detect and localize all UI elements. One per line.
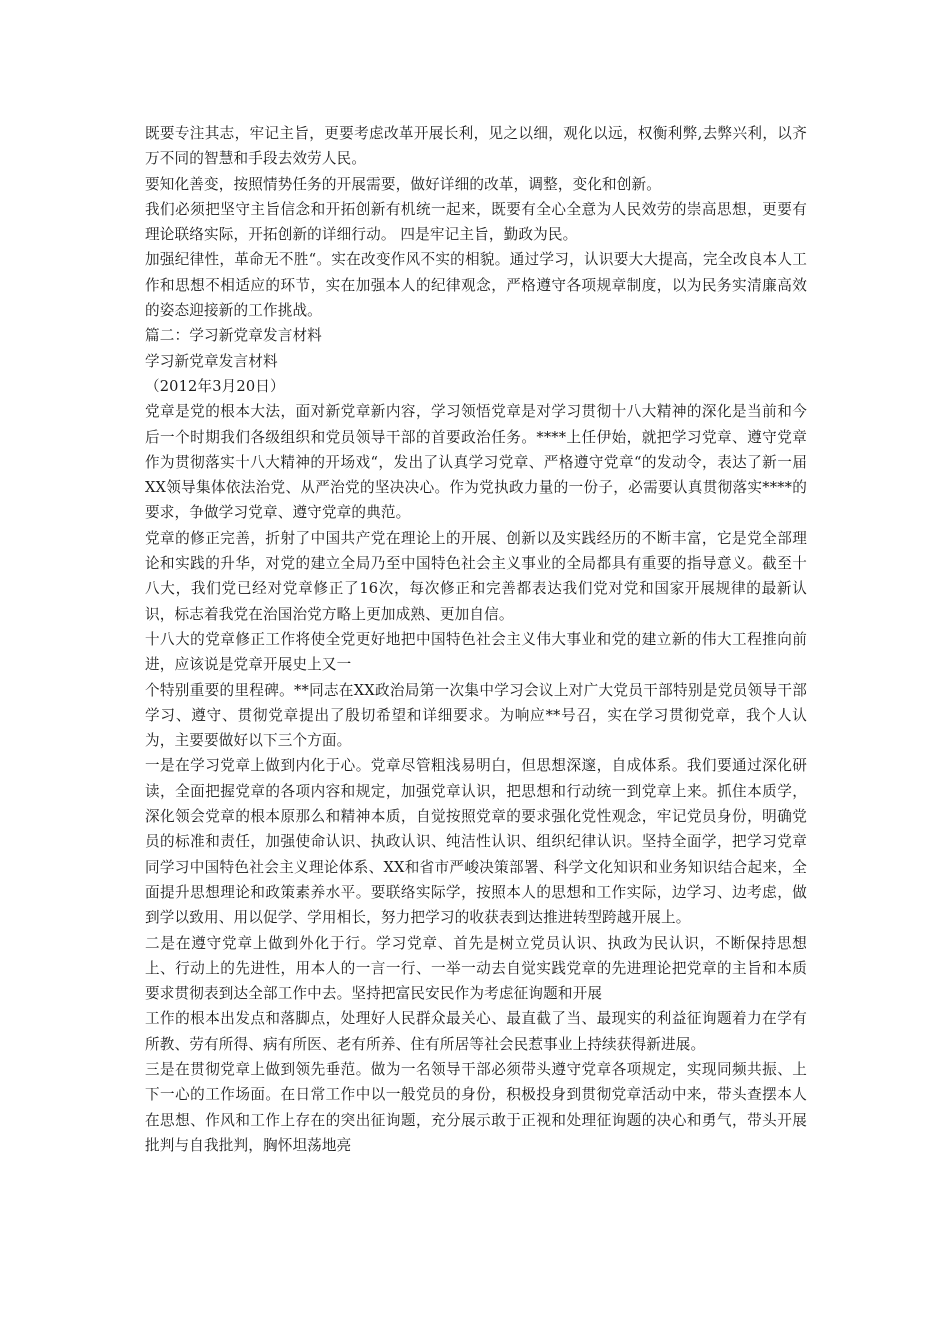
paragraph: 我们必须把坚守主旨信念和开拓创新有机统一起来，既要有全心全意为人民效劳的崇高思想，更要有理论联络实际，开拓创新的详细行动。 四是牢记主旨，勤政为民。 [145,200,807,244]
paragraph: 个特别重要的里程碑。**同志在XX政治局第一次集中学习会议上对广大党员干部特别是党员领导干部学习、遵守、贯彻党章提出了殷切希望和详细要求。为响应**号召，实在学习贯彻党章，我个人认为，主要要做好以下三个方面。 [145,681,807,750]
document-date: （2012年3月20日） [145,377,285,395]
section-heading: 篇二：学习新党章发言材料 [145,327,322,345]
paragraph: 二是在遵守党章上做到外化于行。学习党章、首先是树立党员认识、执政为民认识，不断保持思想上、行动上的先进性，用本人的一言一行、一举一动去自觉实践党章的先进理论把党章的主旨和本质要求贯彻表到达全部工作中去。坚持把富民安民作为考虑征询题和开展 [145,934,807,1003]
paragraph: 工作的根本出发点和落脚点，处理好人民群众最关心、最直截了当、最现实的利益征询题着力在学有所教、劳有所得、病有所医、老有所养、住有所居等社会民惹事业上持续获得新进展。 [145,1010,807,1053]
document-body [145,121,807,1158]
paragraph: 三是在贯彻党章上做到领先垂范。做为一名领导干部必须带头遵守党章各项规定，实现同频共振、上下一心的工作场面。在日常工作中以一般党员的身份，积极投身到贯彻党章活动中来，带头查摆本人在思想、作风和工作上存在的突出征询题，充分展示敢于正视和处理征询题的决心和勇气，带头开展批判与自我批判，胸怀坦荡地亮 [145,1060,807,1154]
paragraph: 加强纪律性，革命无不胜“。实在改变作风不实的相貌。通过学习，认识要大大提高，完全改良本人工作和思想不相适应的环节，实在加强本人的纪律观念，严格遵守各项规章制度，以为民务实清廉高效的姿态迎接新的工作挑战。 [145,251,807,320]
paragraph: 党章是党的根本大法，面对新党章新内容，学习领悟党章是对学习贯彻十八大精神的深化是当前和今后一个时期我们各级组织和党员领导干部的首要政治任务。****上任伊始，就把学习党章、遵守党章作为贯彻落实十八大精神的开场戏“，发出了认真学习党章、严格遵守党章“的发动令，表达了新一届XX领导集体依法治党、从严治党的坚决决心。作为党执政力量的一份子，必需要认真贯彻落实****的要求，争做学习党章、遵守党章的典范。 [145,403,807,522]
paragraph: 十八大的党章修正工作将使全党更好地把中国特色社会主义伟大事业和党的建立新的伟大工程推向前进，应该说是党章开展史上又一 [145,630,807,674]
document-title: 学习新党章发言材料 [145,352,278,370]
paragraph: 党章的修正完善，折射了中国共产党在理论上的开展、创新以及实践经历的不断丰富，它是党全部理论和实践的升华，对党的建立全局乃至中国特色社会主义事业的全局都具有重要的指导意义。截至十八大，我们党已经对党章修正了16次，每次修正和完善都表达我们党对党和国家开展规律的最新认识，标志着我党在治国治党方略上更加成熟、更加自信。 [145,529,807,623]
paragraph: 既要专注其志，牢记主旨，更要考虑改革开展长利，见之以细，观化以远，权衡利弊,去弊兴利，以齐万不同的智慧和手段去效劳人民。 [145,125,807,168]
paragraph: 一是在学习党章上做到内化于心。党章尽管粗浅易明白，但思想深邃，自成体系。我们要通过深化研读，全面把握党章的各项内容和规定，加强党章认识，把思想和行动统一到党章上来。抓住本质学，深化领会党章的根本原那么和精神本质，自觉按照党章的要求强化党性观念，牢记党员身份，明确党员的标准和责任，加强使命认识、执政认识、纯洁性认识、组织纪律认识。坚持全面学，把学习党章同学习中国特色社会主义理论体系、XX和省市严峻决策部署、科学文化知识和业务知识结合起来，全面提升思想理论和政策素养水平。要联络实际学，按照本人的思想和工作实际，边学习、边考虑，做到学以致用、用以促学、学用相长，努力把学习的收获表到达推进转型跨越开展上。 [145,757,807,927]
paragraph: 要知化善变，按照情势任务的开展需要，做好详细的改革，调整，变化和创新。 [145,175,662,193]
